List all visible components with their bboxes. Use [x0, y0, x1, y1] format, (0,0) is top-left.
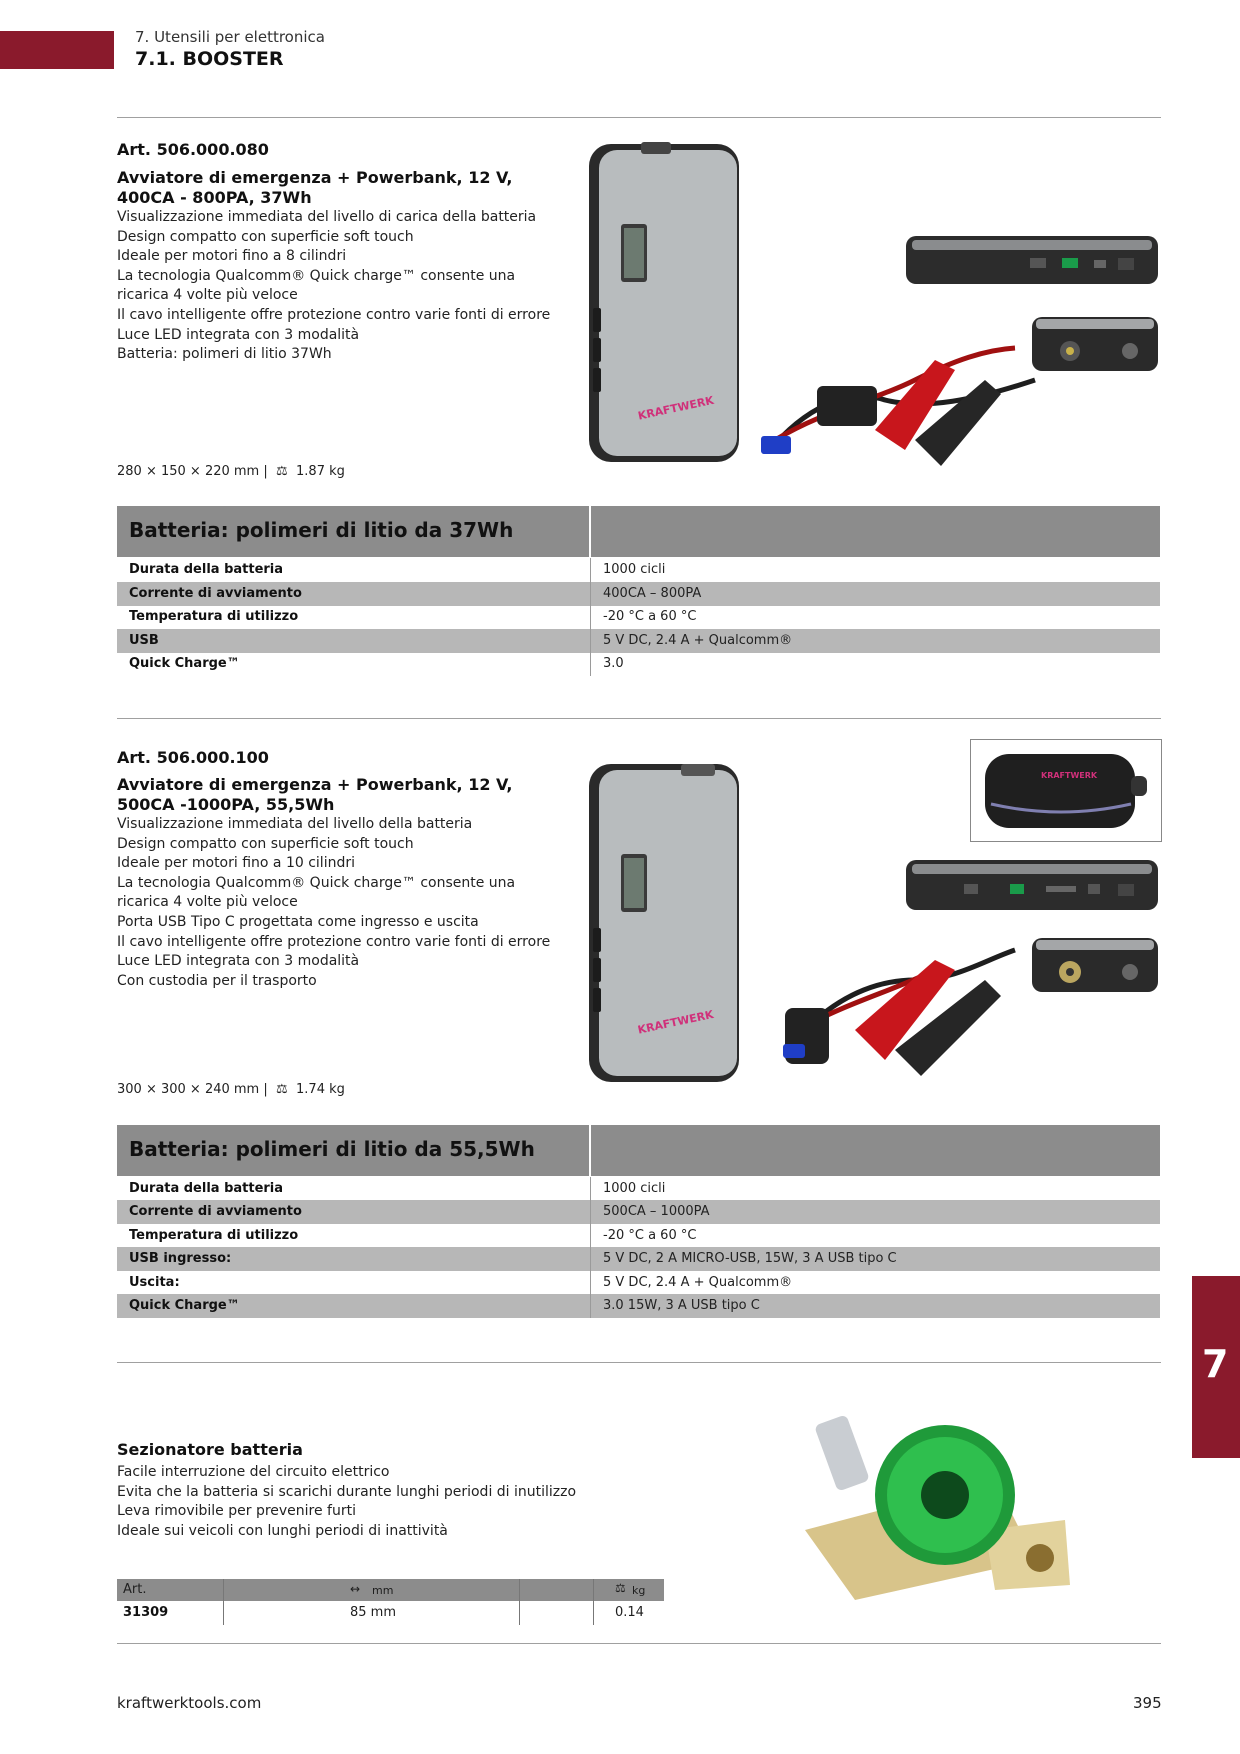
list-item: Luce LED integrata con 3 modalità [117, 326, 360, 343]
divider [117, 718, 1161, 719]
list-item: Ideale sui veicoli con lunghi periodi di inattività [117, 1522, 448, 1539]
clamp-cable-image [755, 340, 1055, 480]
list-item: Il cavo intelligente offre protezione contro varie fonti di errore [117, 933, 551, 950]
footer-website: kraftwerktools.com [117, 1694, 262, 1712]
list-item: Visualizzazione immediata del livello di carica della batteria [117, 209, 537, 225]
clamp-cable-image [775, 940, 1025, 1090]
table-row-length: 85 mm [350, 1605, 397, 1620]
divider [589, 1125, 591, 1176]
divider [117, 1362, 1161, 1363]
list-item: La tecnologia Qualcomm® Quick charge™ consente una [117, 267, 516, 284]
brand-logo: KRAFTWERK [636, 1007, 715, 1037]
weight: 1.74 kg [296, 1082, 345, 1097]
divider [589, 506, 591, 557]
table-row: Corrente di avviamento 500CA – 1000PA [117, 1200, 1160, 1224]
booster-side-image [904, 232, 1160, 288]
length-icon: ↔ [350, 1582, 361, 1596]
table-row: USB ingresso: 5 V DC, 2 A MICRO-USB, 15W, 3 A USB tipo C [117, 1247, 1160, 1271]
brand-logo: KRAFTWERK [1041, 771, 1098, 780]
list-item: Design compatto con superficie soft touch [117, 835, 414, 852]
table-row: Durata della batteria 1000 cicli [117, 558, 1160, 582]
weight-icon: ⚖ [615, 1581, 626, 1595]
brand-logo: KRAFTWERK [636, 393, 715, 423]
table-row-art: 31309 [123, 1605, 169, 1620]
col-art-header: Art. [123, 1582, 147, 1597]
list-item: ricarica 4 volte più veloce [117, 287, 298, 304]
led-light-image [1030, 936, 1160, 994]
chapter-label: 7. Utensili per elettronica [135, 28, 325, 46]
article-number: Art. 506.000.100 [117, 748, 269, 767]
product-title: Sezionatore batteria [117, 1440, 303, 1459]
table-row: USB 5 V DC, 2.4 A + Qualcomm® [117, 629, 1160, 653]
page-number: 395 [1133, 1694, 1162, 1712]
list-item: Evita che la batteria si scarichi durante lunghi periodi di inutilizzo [117, 1483, 577, 1500]
dimensions: 280 × 150 × 220 mm | [117, 464, 268, 479]
article-number: Art. 506.000.080 [117, 140, 269, 159]
feature-list [117, 1463, 576, 1541]
spec-table-header [117, 506, 1160, 557]
dimensions-weight [117, 464, 345, 479]
list-item: Design compatto con superficie soft touch [117, 228, 414, 245]
battery-disconnector-image [795, 1410, 1095, 1610]
header-accent-bar [0, 31, 114, 69]
divider [117, 117, 1161, 118]
case-image-frame [970, 739, 1162, 842]
list-item: Ideale per motori fino a 10 cilindri [117, 855, 355, 872]
table-row: Quick Charge™ 3.0 15W, 3 A USB tipo C [117, 1294, 1160, 1318]
weight-icon: ⚖ [276, 464, 288, 479]
list-item: Leva rimovibile per prevenire furti [117, 1503, 356, 1520]
table-row: Quick Charge™ 3.0 [117, 652, 1160, 676]
list-item: Visualizzazione immediata del livello della batteria [117, 816, 473, 832]
weight: 1.87 kg [296, 464, 345, 479]
spec-table-header [117, 1125, 1160, 1176]
carry-case-image [981, 748, 1151, 834]
table-row: Corrente di avviamento 400CA – 800PA [117, 582, 1160, 606]
list-item: Batteria: polimeri di litio 37Wh [117, 346, 332, 363]
booster-side-image [904, 856, 1160, 914]
list-item: La tecnologia Qualcomm® Quick charge™ consente una [117, 874, 516, 891]
product-title: Avviatore di emergenza + Powerbank, 12 V, 500CA -1000PA, 55,5Wh [117, 775, 513, 814]
feature-list [117, 208, 550, 365]
product-title: Avviatore di emergenza + Powerbank, 12 V, 400CA - 800PA, 37Wh [117, 168, 513, 207]
list-item: Luce LED integrata con 3 modalità [117, 953, 360, 970]
col-weight-header: kg [632, 1584, 646, 1597]
list-item: Ideale per motori fino a 8 cilindri [117, 248, 347, 265]
table-row: Temperatura di utilizzo -20 °C a 60 °C [117, 1224, 1160, 1248]
table-row: Temperatura di utilizzo -20 °C a 60 °C [117, 605, 1160, 629]
chapter-tab: 7 [1192, 1276, 1240, 1458]
dimensions: 300 × 300 × 240 mm | [117, 1082, 268, 1097]
table-row: Uscita: 5 V DC, 2.4 A + Qualcomm® [117, 1271, 1160, 1295]
feature-list [117, 815, 550, 991]
list-item: Con custodia per il trasporto [117, 972, 317, 989]
list-item: ricarica 4 volte più veloce [117, 894, 298, 911]
spec-table-title: Batteria: polimeri di litio da 55,5Wh [129, 1137, 535, 1161]
col-length-header: mm [372, 1584, 394, 1597]
divider [117, 1643, 1161, 1644]
list-item: Porta USB Tipo C progettata come ingresso e uscita [117, 913, 479, 930]
section-title: 7.1. BOOSTER [135, 48, 284, 70]
weight-icon: ⚖ [276, 1082, 288, 1097]
table-row-weight: 0.14 [615, 1605, 644, 1620]
list-item: Facile interruzione del circuito elettrico [117, 1464, 390, 1480]
booster-image [585, 758, 745, 1088]
spec-table-title: Batteria: polimeri di litio da 37Wh [129, 518, 514, 542]
list-item: Il cavo intelligente offre protezione contro varie fonti di errore [117, 306, 551, 323]
table-row: Durata della batteria 1000 cicli [117, 1177, 1160, 1201]
booster-image [585, 138, 745, 468]
dimensions-weight [117, 1082, 345, 1097]
